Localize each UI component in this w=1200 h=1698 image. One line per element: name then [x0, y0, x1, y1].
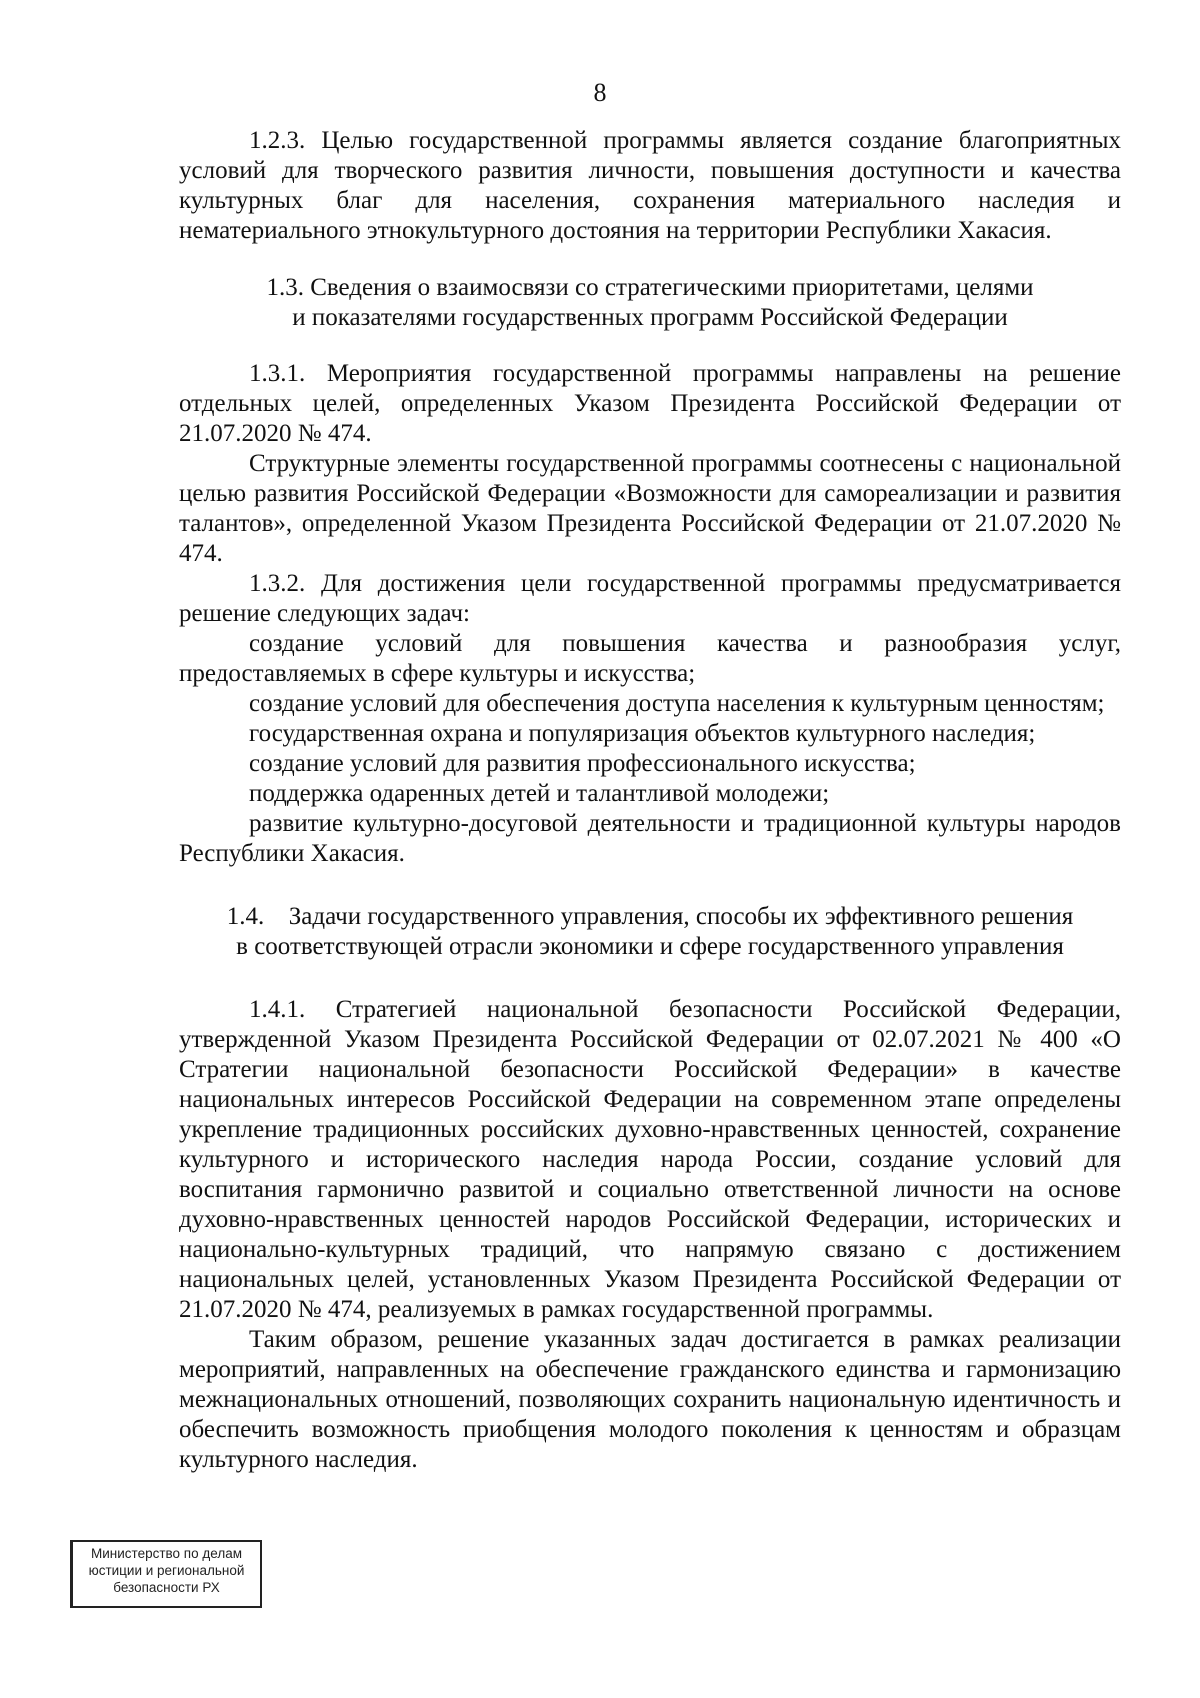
stamp-line-2: юстиции и региональной — [88, 1563, 245, 1578]
task-item-6: развитие культурно-досуговой деятельности и традиционной культуры народов Республики Хакасия. — [179, 810, 1121, 867]
heading-1-4-line2: в соответствующей отрасли экономики и сфере государственного управления — [236, 933, 1064, 960]
task-item-2: создание условий для обеспечения доступа населения к культурным ценностям; — [249, 690, 1105, 717]
heading-1-4-number: 1.4. — [226, 903, 265, 930]
paragraph-1-3-1: 1.3.1. Мероприятия государственной программы направлены на решение отдельных целей, определенных Указом Президента Российской Федерации от 21.07.2020 № 474. — [179, 360, 1121, 447]
task-item-4: создание условий для развития профессионального искусства; — [249, 750, 916, 777]
paragraph-final: Таким образом, решение указанных задач достигается в рамках реализации мероприятий, направленных на обеспечение гражданского единства и гармонизацию межнациональных отношений, позволяющих сохранить национальную идентичность и обеспечить возможность приобщения молодого поколения к ценностям и образцам культурного наследия. — [179, 1326, 1121, 1473]
stamp-line-3: безопасности РХ — [113, 1580, 220, 1595]
document-body — [179, 126, 1121, 1475]
paragraph-1-4-1: 1.4.1. Стратегией национальной безопасности Российской Федерации, утвержденной Указом Президента Российской Федерации от 02.07.2021 № 400 «О Стратегии национальной безопасности Российской Федерации» в качестве национальных интересов Российской Федерации на современном этапе определены укрепление традиционных российских духовно-нравственных ценностей, сохранение культурного и исторического наследия народа России, создание условий для воспитания гармонично развитой и социально ответственной личности на основе духовно-нравственных ценностей народов Российской Федерации, исторических и национально-культурных традиций, что напрямую связано с достижением национальных целей, установленных Указом Президента Российской Федерации от 21.07.2020 № 474, реализуемых в рамках государственной программы. — [179, 996, 1121, 1323]
heading-1-3-line1: 1.3. Сведения о взаимосвязи со стратегическими приоритетами, целями — [266, 274, 1034, 301]
paragraph-1-3-2: 1.3.2. Для достижения цели государственной программы предусматривается решение следующих задач: — [179, 570, 1121, 627]
stamp-line-1: Министерство по делам — [91, 1546, 242, 1561]
heading-1-4-title: Задачи государственного управления, способы их эффективного решения — [288, 903, 1074, 930]
page-number: 8 — [593, 78, 607, 107]
ministry-stamp — [70, 1540, 262, 1608]
task-item-3: государственная охрана и популяризация объектов культурного наследия; — [249, 720, 1036, 747]
paragraph-1-2-3: 1.2.3. Целью государственной программы является создание благоприятных условий для творческого развития личности, повышения доступности и качества культурных благ для населения, сохранения материального наследия и нематериального этнокультурного достояния на территории Республики Хакасия. — [179, 127, 1121, 244]
task-item-1: создание условий для повышения качества и разнообразия услуг, предоставляемых в сфере культуры и искусства; — [179, 630, 1121, 687]
paragraph-structural-elements: Структурные элементы государственной программы соотнесены с национальной целью развития Российской Федерации «Возможности для самореализации и развития талантов», определенной Указом Президента Российской Федерации от 21.07.2020 № 474. — [179, 450, 1121, 567]
task-item-5: поддержка одаренных детей и талантливой молодежи; — [249, 780, 830, 807]
heading-1-3-line2: и показателями государственных программ Российской Федерации — [292, 304, 1008, 331]
heading-1-4-line1 — [179, 902, 1121, 932]
